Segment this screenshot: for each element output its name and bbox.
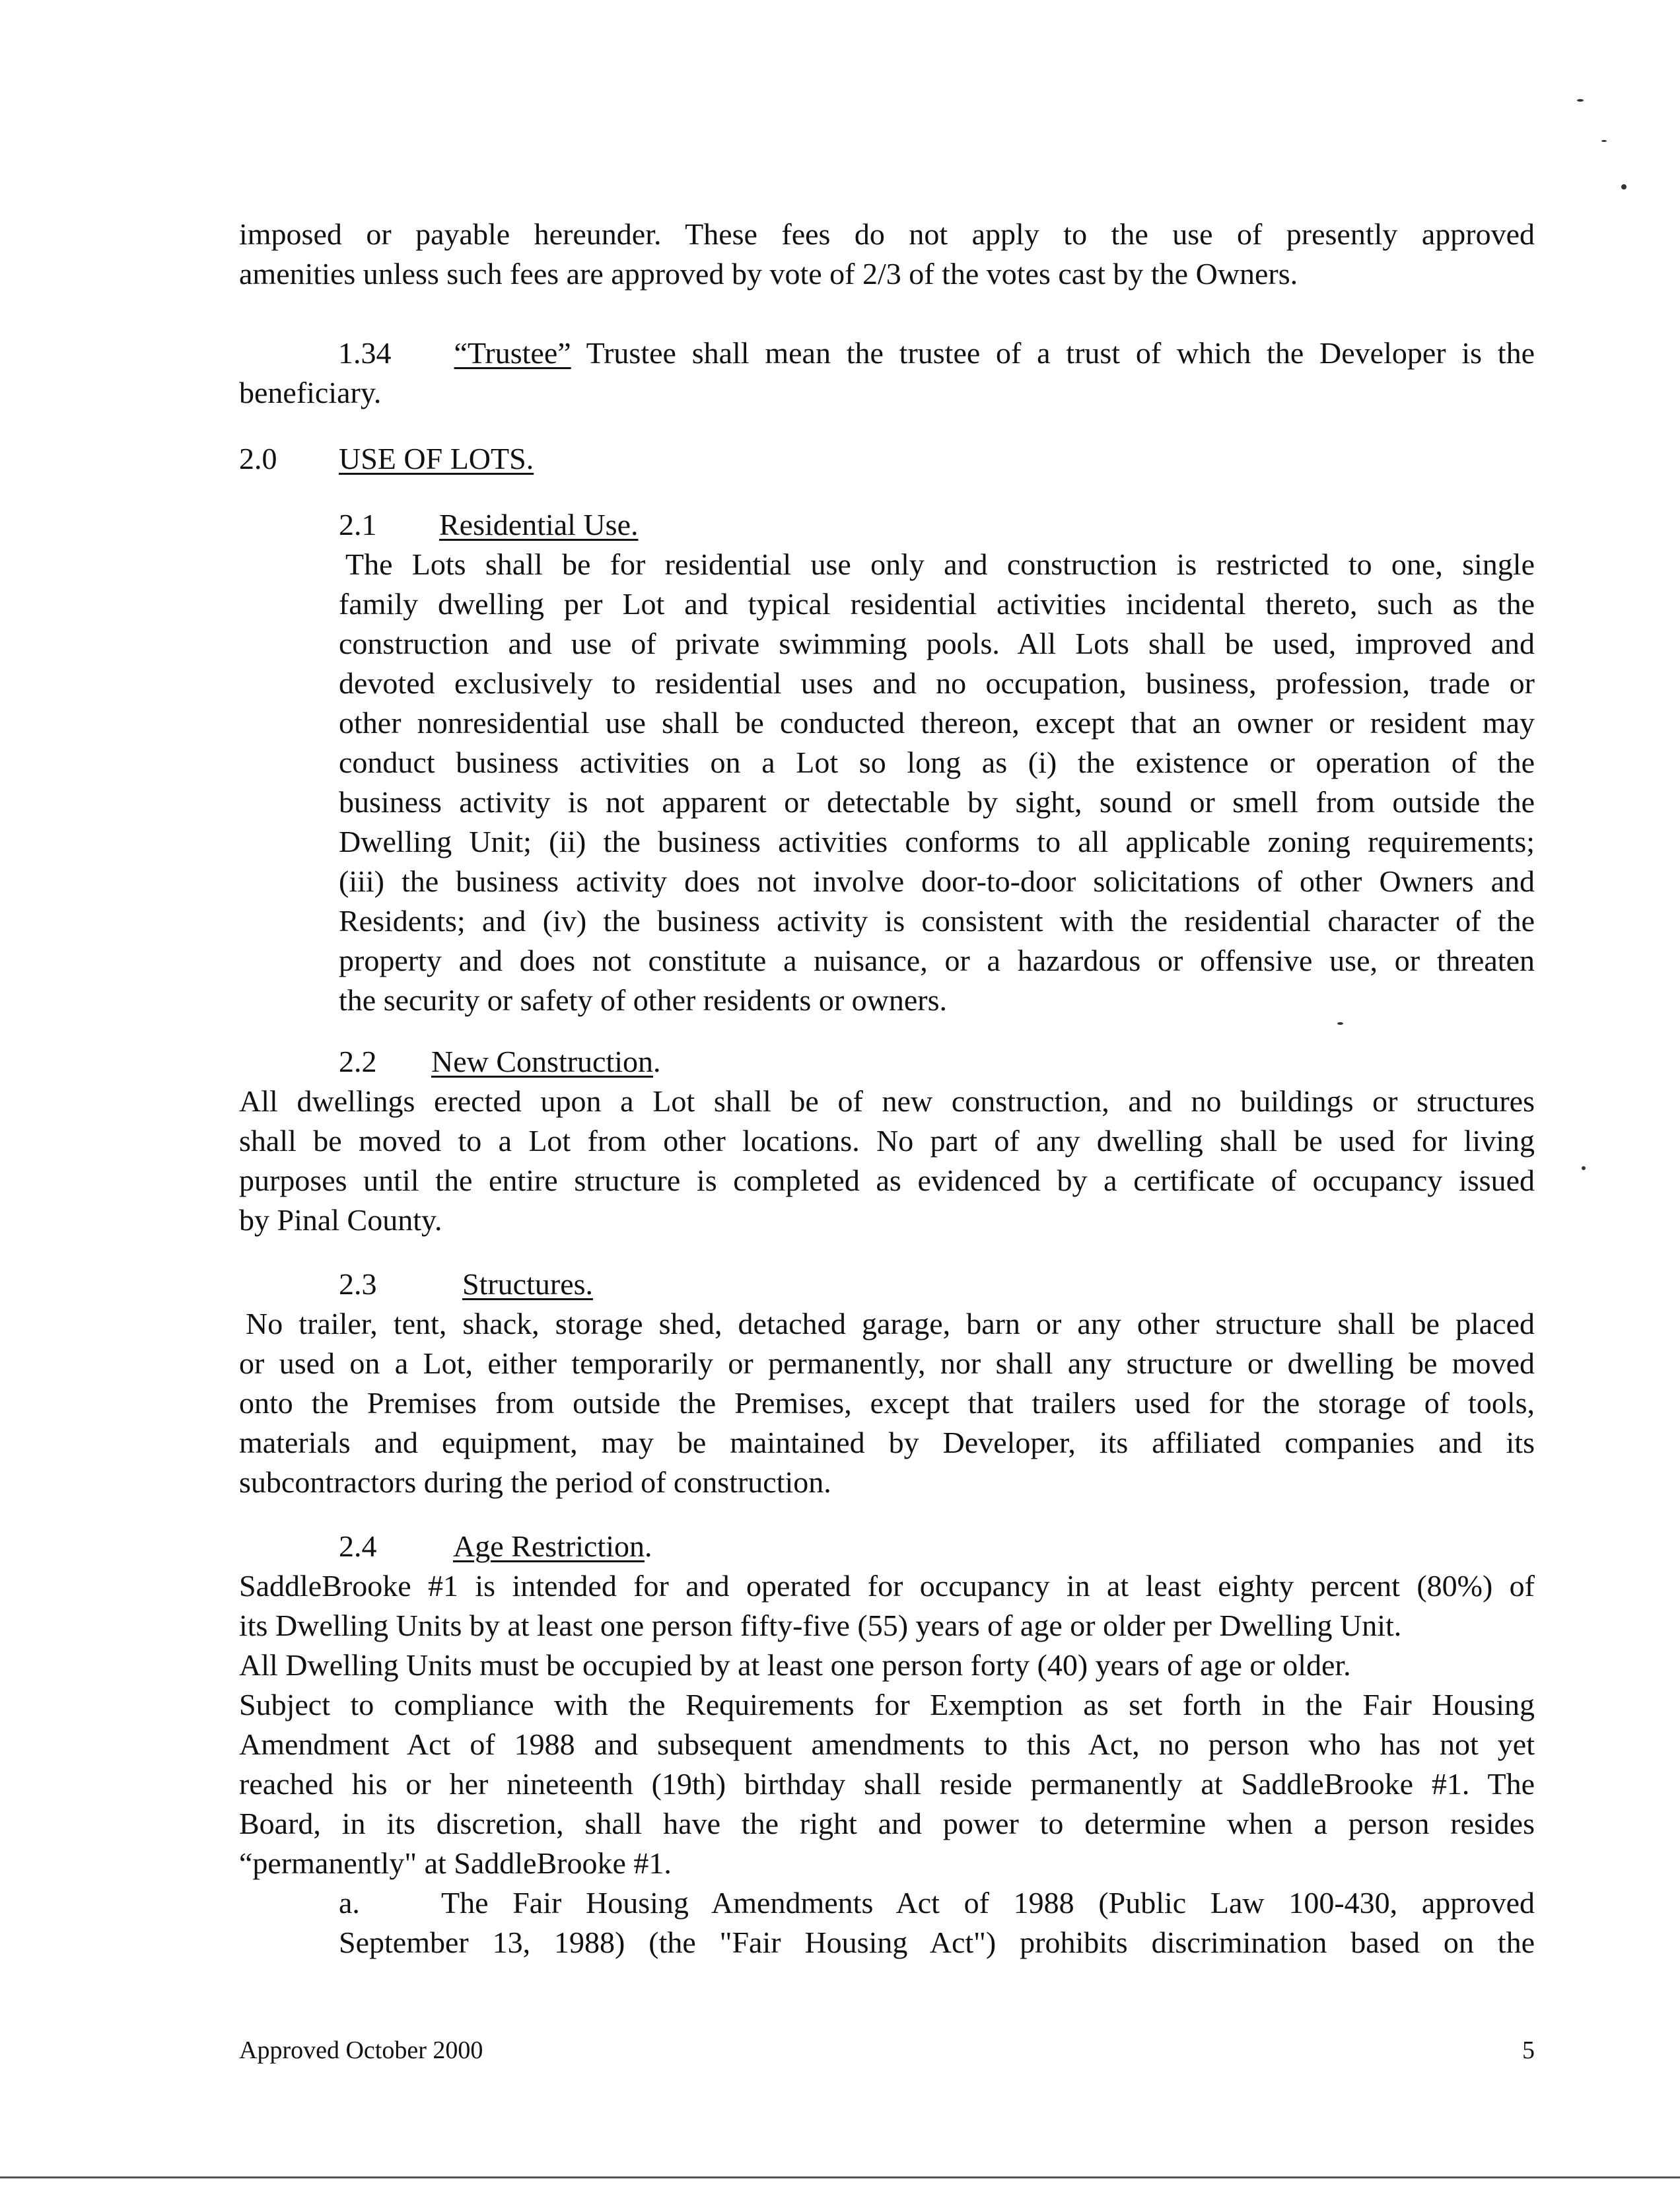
section-2-4-title-wrap bbox=[453, 1527, 652, 1566]
section-2-4-title: Age Restriction bbox=[453, 1529, 645, 1563]
section-2-1-number-wrap bbox=[339, 505, 377, 545]
section-2-4-line: All Dwelling Units must be occupied by at least one person forty (40) years of age or older. bbox=[239, 1648, 1351, 1682]
section-2-4-line: Amendment Act of 1988 and subsequent amendments to this Act, no person who has not yet bbox=[239, 1727, 1535, 1761]
section-2-4-title-suffix: . bbox=[645, 1529, 652, 1563]
section-2-4-a-label: a. bbox=[339, 1886, 360, 1920]
section-2-3-title: Structures. bbox=[462, 1267, 594, 1301]
section-1-34-term: “Trustee” bbox=[454, 336, 571, 370]
section-2-1-line: conduct business activities on a Lot so long as (i) the existence or operation of the bbox=[339, 746, 1535, 779]
section-2-1-line: Dwelling Unit; (ii) the business activities conforms to all applicable zoning requirements; bbox=[339, 825, 1535, 858]
section-2-1-line: property and does not constitute a nuisance, or a hazardous or offensive use, or threaten bbox=[339, 944, 1535, 977]
section-2-2-number-wrap bbox=[339, 1042, 377, 1082]
section-2-4-a-line-1: The Fair Housing Amendments Act of 1988 (Public Law 100-430, approved bbox=[441, 1886, 1535, 1920]
section-2-4-line: “permanently" at SaddleBrooke #1. bbox=[239, 1846, 672, 1880]
section-2-1-line: construction and use of private swimming pools. All Lots shall be used, improved and bbox=[339, 627, 1535, 660]
section-2-4-line: Subject to compliance with the Requirements for Exemption as set forth in the Fair Housing bbox=[239, 1688, 1535, 1721]
section-2-4-number: 2.4 bbox=[339, 1529, 377, 1563]
section-2-1-line: family dwelling per Lot and typical residential activities incidental thereto, such as the bbox=[339, 587, 1535, 621]
section-2-2-line: by Pinal County. bbox=[239, 1203, 442, 1237]
section-2-3-line: onto the Premises from outside the Premises, except that trailers used for the storage of tools, bbox=[239, 1386, 1535, 1420]
scan-speck bbox=[1582, 1166, 1586, 1170]
section-1-34 bbox=[239, 333, 1535, 413]
section-2-3-line: subcontractors during the period of construction. bbox=[239, 1465, 831, 1499]
section-2-1-line: the security or safety of other residents or owners. bbox=[339, 983, 947, 1017]
section-2-2-title: New Construction bbox=[431, 1045, 654, 1078]
section-2-1-line: (iii) the business activity does not involve door-to-door solicitations of other Owners and bbox=[339, 864, 1535, 898]
section-2-4-a-line-2: September 13, 1988) (the "Fair Housing Act") prohibits discrimination based on the bbox=[339, 1926, 1535, 1959]
section-2-0-title: USE OF LOTS. bbox=[339, 442, 534, 475]
scan-bottom-edge bbox=[0, 2176, 1680, 2178]
scan-speck bbox=[1601, 140, 1607, 142]
section-2-4-number-wrap bbox=[339, 1527, 377, 1566]
section-2-4-body bbox=[239, 1566, 1535, 1883]
intro-line-1: imposed or payable hereunder. These fees do not apply to the use of presently approved bbox=[239, 217, 1535, 251]
section-2-2-line: All dwellings erected upon a Lot shall be of new construction, and no buildings or structures bbox=[239, 1084, 1535, 1118]
section-2-0-title-wrap bbox=[339, 439, 534, 479]
section-2-4-line: reached his or her nineteenth (19th) birthday shall reside permanently at SaddleBrooke #1. The bbox=[239, 1767, 1535, 1801]
section-2-2-body bbox=[239, 1082, 1535, 1240]
section-2-2-title-wrap bbox=[431, 1042, 661, 1082]
footer-approved: Approved October 2000 bbox=[239, 2036, 483, 2064]
section-2-4-line: its Dwelling Units by at least one person fifty-five (55) years of age or older per Dwelling Unit. bbox=[239, 1609, 1402, 1642]
section-2-3-body bbox=[239, 1304, 1535, 1502]
section-2-3-number: 2.3 bbox=[339, 1267, 377, 1301]
section-2-3-line: or used on a Lot, either temporarily or permanently, nor shall any structure or dwelling be moved bbox=[239, 1346, 1535, 1380]
section-1-34-text: Trustee shall mean the trustee of a trust of which the Developer is the bbox=[586, 336, 1535, 370]
section-2-1-line: The Lots shall be for residential use only and construction is restricted to one, single bbox=[345, 547, 1535, 581]
section-2-1-title: Residential Use. bbox=[439, 508, 639, 541]
section-2-1-number: 2.1 bbox=[339, 508, 377, 541]
section-2-1-title-wrap bbox=[439, 505, 639, 545]
section-2-4-line: Board, in its discretion, shall have the right and power to determine when a person resides bbox=[239, 1807, 1535, 1840]
intro-line-2: amenities unless such fees are approved by vote of 2/3 of the votes cast by the Owners. bbox=[239, 257, 1298, 291]
section-2-1-line: devoted exclusively to residential uses and no occupation, business, profession, trade or bbox=[339, 666, 1535, 700]
section-1-34-line-1 bbox=[239, 333, 1535, 373]
section-2-1-line: other nonresidential use shall be conducted thereon, except that an owner or resident may bbox=[339, 706, 1535, 740]
footer-page-number: 5 bbox=[1522, 2036, 1535, 2064]
section-2-1-line: business activity is not apparent or detectable by sight, sound or smell from outside the bbox=[339, 785, 1535, 819]
section-2-3-line: No trailer, tent, shack, storage shed, detached garage, barn or any other structure shall be placed bbox=[246, 1307, 1535, 1340]
section-1-34-line-2: beneficiary. bbox=[239, 376, 382, 409]
section-1-34-number: 1.34 bbox=[338, 336, 392, 370]
intro-paragraph bbox=[239, 215, 1535, 294]
section-2-2-line: shall be moved to a Lot from other locations. No part of any dwelling shall be used for living bbox=[239, 1124, 1535, 1158]
section-2-4-a-body bbox=[339, 1883, 1535, 1962]
section-2-3-number-wrap bbox=[339, 1265, 377, 1304]
scan-speck bbox=[1621, 184, 1627, 190]
section-2-2-line: purposes until the entire structure is completed as evidenced by a certificate of occupancy issued bbox=[239, 1163, 1535, 1197]
section-2-1-body bbox=[339, 545, 1535, 1020]
section-2-0-heading bbox=[239, 439, 277, 479]
section-2-3-title-wrap bbox=[462, 1265, 593, 1304]
section-2-2-number: 2.2 bbox=[339, 1045, 377, 1078]
section-2-2-title-suffix: . bbox=[653, 1045, 661, 1078]
section-2-4-line: SaddleBrooke #1 is intended for and operated for occupancy in at least eighty percent (80%) of bbox=[239, 1569, 1535, 1603]
section-2-1-line: Residents; and (iv) the business activity is consistent with the residential character of the bbox=[339, 904, 1535, 938]
scan-speck bbox=[1577, 99, 1584, 102]
scan-speck bbox=[1337, 1022, 1343, 1025]
section-2-3-line: materials and equipment, may be maintained by Developer, its affiliated companies and its bbox=[239, 1426, 1535, 1459]
section-2-0-number: 2.0 bbox=[239, 442, 277, 475]
